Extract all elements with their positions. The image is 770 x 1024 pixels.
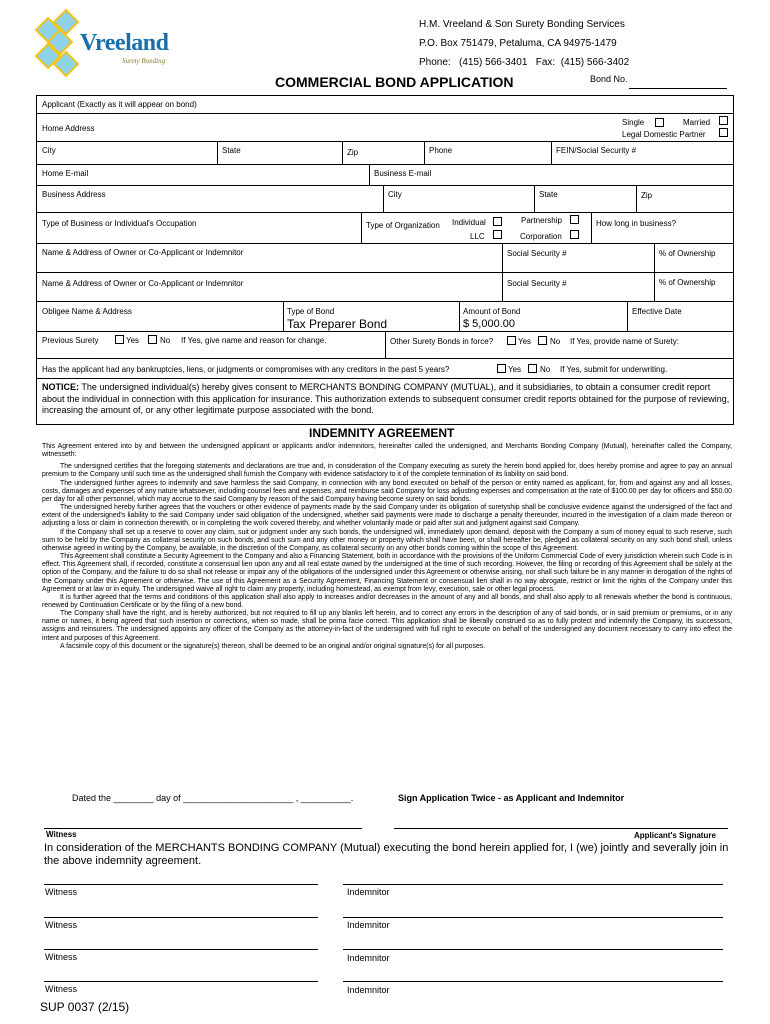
llc-label: LLC <box>470 232 485 241</box>
ownership2-label: % of Ownership <box>659 278 716 287</box>
indemnity-paragraph: A facsimile copy of this document or the signature(s) thereon, shall be deemed to be an original and/or original signature(s) for all purposes. <box>60 642 486 650</box>
bond-no-field[interactable] <box>629 88 727 89</box>
ownership1-label: % of Ownership <box>659 249 716 258</box>
if-yes-give-label: If Yes, give name and reason for change. <box>181 336 327 345</box>
married-label: Married <box>683 118 711 127</box>
witness-line[interactable] <box>44 917 318 918</box>
indemnitor-line[interactable] <box>343 917 723 918</box>
corporation-checkbox[interactable] <box>570 230 579 239</box>
indemnity-paragraph: The Company shall have the right, and is hereby authorized, but not required to fill up any blanks left herein, and to correct any errors in the description of any of said bonds, or in said premium or premiums, or in any name or names, it being agreed that such insertion or corrections, when so made, shall be prima facie correct. This application shall be liberally construed so as to fully protect and indemnify the Company, its successors, assigns and reinsurers. The undersigned appoints any officer of the Company as the attorney-in-fact of the undersigned with full right to execute on behalf of the undersigned any document necessary to carry into effect the intent and purposes of this Agreement. <box>42 610 732 642</box>
indemnity-paragraph: It is further agreed that the terms and conditions of this application shall also apply to increases and/or decreases in the amount of any and all bonds, and shall also apply to all renewals whether the bond is continuous, renewed by Continuation Certificate or by the filing of a new bond. <box>42 593 732 609</box>
indemnitor-label: Indemnitor <box>347 985 390 995</box>
indemnity-title: INDEMNITY AGREEMENT <box>309 426 455 440</box>
bankruptcies-yes-checkbox[interactable] <box>497 364 506 373</box>
zip-label: Zip <box>347 148 359 157</box>
bankruptcies-yes-label: Yes <box>508 365 522 374</box>
indemnitor-line[interactable] <box>343 949 723 950</box>
legal-domestic-partner-label: Legal Domestic Partner <box>622 130 706 139</box>
indemnity-paragraph: This Agreement shall constitute a Security Agreement to the Company and also a Financing Statement, both in accordance with the provisions of the Uniform Commercial Code of every jurisdiction wherein such Code is in effect. This Agreement shall, if recorded, constitute a consensual lien upon any and all real estate owned by the undersigned at the time of such recording. However, the filing or recording of this Agreement shall be solely at the option of the Company, and the failure to do so shall not release or impair any of the obligations of the undersigned under this Agreement or otherwise arising, nor shall such failure be in any manner in derogation of the rights of the Company under this Agreement or otherwise. The use of this Agreement as a Security Agreement, Financing Statement or consensual lien shall in no way abrogate, restrict or limit the rights of the Company under this Agreement or at law or in equity. The undersigned waive all right to claim any property, including homestead, as exempt from levy, execution, sale or other legal process. <box>42 553 732 593</box>
business-city-label: City <box>388 190 402 199</box>
indemnity-paragraph: The undersigned further agrees to indemnify and save harmless the said Company, in connection with any bond executed on behalf of the person or entity named as applicant, for, from and against any and all losses, costs, damages and expenses of any nature whatsoever, including counsel fees and expenses, and reimburse said Company for loss adjusting expenses and compensation at the rate of $100.00 per day for officers and $50.00 per day for all other personnel, which may accrue to the said Company by reason of the said Company having become surety on said bonds. <box>42 479 732 503</box>
type-bond-label: Type of Bond <box>287 307 335 316</box>
applicant-signature-line[interactable] <box>394 828 728 829</box>
owner2-label: Name & Address of Owner or Co-Applicant or Indemnitor <box>42 279 244 288</box>
partnership-checkbox[interactable] <box>570 215 579 224</box>
if-yes-surety-label: If Yes, provide name of Surety: <box>570 337 679 346</box>
type-org-label: Type of Organization <box>366 221 440 230</box>
indemnity-paragraph: If the Company shall set up a reserve to cover any claim, suit or judgment under any such bonds, the undersigned will, immediately upon demand, deposit with the Company a sum of money equal to such reserve, such sum to be held by the Company as collateral security on such bonds, and such sum and any other money or property which shall have been, or shall hereafter be, pledged as collateral security on any such bond shall, unless otherwise agreed in writing by the Company, be available, in the discretion of the Company, as collateral security on any other bonds coming within the scope of this Agreement. <box>42 528 732 552</box>
witness-label: Witness <box>45 984 78 994</box>
legal-domestic-partner-checkbox[interactable] <box>719 128 728 137</box>
company-name: H.M. Vreeland & Son Surety Bonding Services <box>419 19 625 30</box>
form-code: SUP 0037 (2/15) <box>40 1000 130 1014</box>
home-address-field[interactable] <box>36 113 611 141</box>
witness-line[interactable] <box>44 981 318 982</box>
other-surety-yes-label: Yes <box>518 337 532 346</box>
notice-label: NOTICE: <box>42 382 79 392</box>
previous-surety-no-checkbox[interactable] <box>148 335 157 344</box>
indemnitor-line[interactable] <box>343 884 723 885</box>
previous-surety-no-label: No <box>160 336 171 345</box>
home-email-label: Home E-mail <box>42 169 89 178</box>
individual-checkbox[interactable] <box>493 217 502 226</box>
individual-label: Individual <box>452 218 486 227</box>
previous-surety-yes-label: Yes <box>126 336 140 345</box>
bond-no-label: Bond No. <box>590 74 628 84</box>
home-address-label: Home Address <box>42 124 95 133</box>
witness-label: Witness <box>45 887 78 897</box>
previous-surety-yes-checkbox[interactable] <box>115 335 124 344</box>
other-surety-no-label: No <box>550 337 561 346</box>
indemnitor-line[interactable] <box>343 981 723 982</box>
amount-bond-label: Amount of Bond <box>463 307 521 316</box>
form-title: COMMERCIAL BOND APPLICATION <box>275 74 514 90</box>
business-zip-label: Zip <box>641 191 653 200</box>
corporation-label: Corporation <box>520 232 562 241</box>
how-long-label: How long in business? <box>596 219 677 228</box>
previous-surety-label: Previous Surety <box>42 336 99 345</box>
llc-checkbox[interactable] <box>493 230 502 239</box>
witness-signature-line[interactable] <box>44 828 362 829</box>
single-label: Single <box>622 118 645 127</box>
indemnity-paragraph: The undersigned certifies that the foregoing statements and declarations are true and, in consideration of the Company executing as surety the herein bond applied for, does hereby promise and agree to pay an annual premium to the Company until such time as the undersigned shall furnish the Company with evidence satisfactory to it of the complete termination of its liability on said bond. <box>42 463 732 479</box>
notice-text <box>42 382 732 417</box>
indemnity-paragraph: This Agreement entered into by and between the undersigned applicant or applicants and/or indemnitors, hereinafter called the undersigned, and Merchants Bonding Company (Mutual), hereinafter called the Company, witnesseth: <box>42 443 732 459</box>
bankruptcies-no-checkbox[interactable] <box>528 364 537 373</box>
if-yes-submit-label: If Yes, submit for underwriting. <box>560 365 668 374</box>
application-form <box>36 95 734 425</box>
other-surety-no-checkbox[interactable] <box>538 336 547 345</box>
applicants-signature-label: Applicant's Signature <box>634 831 716 840</box>
bankruptcies-no-label: No <box>540 365 551 374</box>
effective-date-label: Effective Date <box>632 307 682 316</box>
business-email-label: Business E-mail <box>374 169 432 178</box>
witness-line[interactable] <box>44 949 318 950</box>
obligee-label: Obligee Name & Address <box>42 307 132 316</box>
logo-subtext: Surety Bonding <box>122 57 166 65</box>
company-address: P.O. Box 751479, Petaluma, CA 94975-1479 <box>419 38 617 49</box>
ssn1-label: Social Security # <box>507 249 567 258</box>
applicant-label: Applicant (Exactly as it will appear on bond) <box>42 100 197 109</box>
type-bond-value[interactable]: Tax Preparer Bond <box>287 317 388 331</box>
other-surety-yes-checkbox[interactable] <box>507 336 516 345</box>
married-checkbox[interactable] <box>719 116 728 125</box>
sign-twice-note: Sign Application Twice - as Applicant and Indemnitor <box>398 793 625 803</box>
indemnitor-label: Indemnitor <box>347 920 390 930</box>
witness-label: Witness <box>45 952 78 962</box>
other-surety-label: Other Surety Bonds in force? <box>390 337 494 346</box>
ssn2-label: Social Security # <box>507 279 567 288</box>
bankruptcies-label: Has the applicant had any bankruptcies, liens, or judgments or compromises with any creditors in the past 5 years? <box>42 365 450 374</box>
fein-label: FEIN/Social Security # <box>556 146 637 155</box>
state-label: State <box>222 146 241 155</box>
company-phone: Phone: (415) 566-3401 Fax: (415) 566-3402 <box>419 57 630 68</box>
witness-line[interactable] <box>44 884 318 885</box>
logo-text: Vreeland <box>80 30 169 56</box>
owner1-label: Name & Address of Owner or Co-Applicant or Indemnitor <box>42 248 244 257</box>
indemnitor-label: Indemnitor <box>347 887 390 897</box>
company-logo <box>30 8 190 80</box>
witness-label: Witness <box>46 830 77 839</box>
dated-line[interactable]: Dated the ________ day of ______________________ , __________. <box>72 793 354 803</box>
amount-bond-value[interactable]: $ 5,000.00 <box>463 318 515 330</box>
indemnitor-label: Indemnitor <box>347 953 390 963</box>
single-checkbox[interactable] <box>655 118 664 127</box>
type-business-label: Type of Business or Individual's Occupation <box>42 219 197 228</box>
indemnity-agreement-text <box>42 443 732 651</box>
business-state-label: State <box>539 190 558 199</box>
witness-label: Witness <box>45 920 78 930</box>
city-label: City <box>42 146 56 155</box>
business-address-label: Business Address <box>42 190 106 199</box>
indemnity-paragraph: The undersigned hereby further agrees that the vouchers or other evidence of payments made by the said Company under its obligation of suretyship shall be conclusive evidence against the undersigned of the fact and extent of the undersigned's liability to the said Company under said obligation of the undersigned, whether said payments were made to discharge a penalty thereunder, incurred in the investigation of a claim made thereon or adjusting a loss or claim in connection therewith, or in completing the work covered thereby, and whether voluntarily made or paid after suit and judgment against said Company. <box>42 504 732 528</box>
partnership-label: Partnership <box>521 216 562 225</box>
phone-label: Phone <box>429 146 453 155</box>
notice-body: The undersigned individual(s) hereby gives consent to MERCHANTS BONDING COMPANY (MUTUAL), and it subsidiaries, to obtain a consumer credit report about the individual in connection with this application for insurance. This authorization extends to subsequent consumer credit reports obtained for the purpose of reviewing, increasing the amount of, or any other legitimate purpose associated with the bond. <box>42 382 730 416</box>
consideration-text: In consideration of the MERCHANTS BONDING COMPANY (Mutual) executing the bond herein applied for, I (we) jointly and severally join in the above indemnity agreement. <box>44 842 729 867</box>
